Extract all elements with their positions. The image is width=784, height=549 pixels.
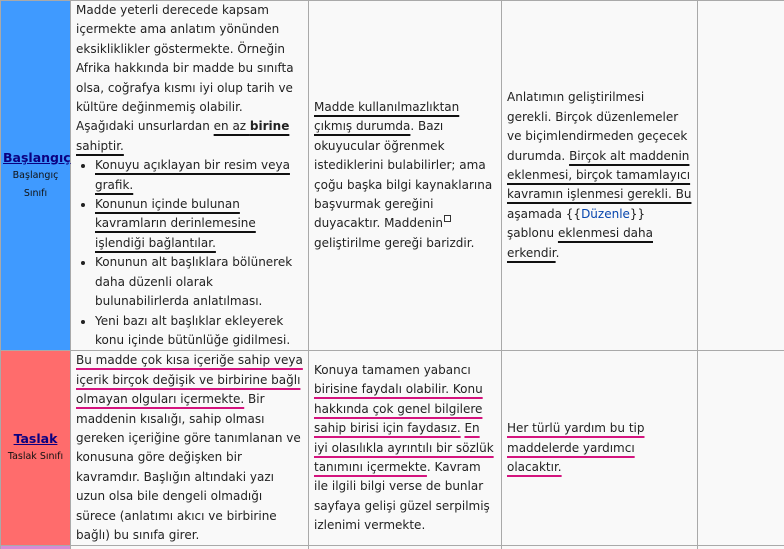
criteria-list	[76, 156, 303, 350]
list-item: • Yeni bazı alt başlıklar ekleyerek konu içinde bütünlüğe gidilmesi.	[95, 312, 303, 351]
reader-text: Madde kullanılmazlıktan çıkmış durumda. Bazı okuyucular öğrenmek istediklerini bulabilirler; ama çoğu başka bilgi kaynaklarına başvurmak gereğini duyacaktır. Maddenin geliştirilme gereği barizdir.	[314, 98, 496, 253]
criteria-cell	[71, 1, 309, 351]
criteria-sentence: Madde yeterli derecede kapsam içermekte ama anlatım yönünden eksikliklikler göstermekte. Örneğin Afrika hakkında bir madde bu sınıfta olsa, coğrafya kısmı iyi olup tarih ve kültüre değinmemiş olabilir. Aşağıdaki unsurlardan	[76, 3, 294, 133]
editing-cell	[502, 351, 698, 546]
list-item: • Konunun alt başlıklara bölünerek daha düzenli olarak bulunabilirlerda anlatılması.	[95, 253, 303, 311]
reader-cell	[309, 351, 502, 546]
editing-cell	[502, 1, 698, 351]
reader-cell	[309, 1, 502, 351]
text-cursor-icon	[444, 215, 451, 222]
example-cell-empty	[698, 1, 784, 351]
class-link-taslak[interactable]: Taslak	[3, 430, 68, 448]
editing-text: Anlatımın geliştirilmesi gerekli. Birçok düzenlemeler ve biçimlendirmeden geçecek durumda. Birçok alt maddenin eklenmesi, birçok tamamlayıcı kavramın işlenmesi gerekli. Bu aşamada {{Düzenle}} şablonu eklenmesi daha erkendir.	[507, 88, 692, 263]
criteria-cell	[71, 351, 309, 546]
editing-text: Her türlü yardım bu tip maddelerde yardımcı olacaktır.	[507, 419, 692, 477]
table-row-taslak	[1, 351, 784, 546]
table-row-baslangic	[1, 1, 784, 351]
class-subtitle: Başlangıç Sınıfı	[3, 167, 68, 203]
criteria-text: Bu madde çok kısa içeriğe sahip veya içerik birçok değişik ve birbirine bağlı olmayan olguları içermekte. Bir maddenin kısalığı, sahip olması gereken içeriğine göre tanımlanan ve konusuna göre değişken bir kavramdır. Başlığın altındaki yazı uzun olsa bile dengeli olmadığı sürece (anlatımı akıcı ve birbirine bağlı) bu sınıfa girer.	[76, 351, 303, 545]
duzenle-template-link[interactable]: Düzenle	[581, 207, 630, 221]
list-item: • Konunun içinde bulunan kavramların derinlemesine işlendiği bağlantılar.	[95, 195, 303, 253]
class-cell-baslangic	[1, 1, 71, 351]
example-cell-empty	[698, 351, 784, 546]
class-link-baslangic[interactable]: Başlangıç	[3, 149, 68, 167]
class-subtitle: Taslak Sınıfı	[3, 448, 68, 466]
reader-text: Konuya tamamen yabancı birisine faydalı olabilir. Konu hakkında çok genel bilgilere sahip birisi için faydasız. En iyi olasılıkla ayrıntılı bir sözlük tanımını içermekte. Kavram ile ilgili bilgi verse de bunlar sayfaya gelişi güzel serpilmiş izlenimi vermekte.	[314, 361, 496, 536]
criteria-text	[76, 1, 303, 156]
class-cell-taslak	[1, 351, 71, 546]
list-item: • Konuyu açıklayan bir resim veya grafik.	[95, 156, 303, 195]
criteria-underline: en az birine sahiptir.	[76, 119, 289, 152]
